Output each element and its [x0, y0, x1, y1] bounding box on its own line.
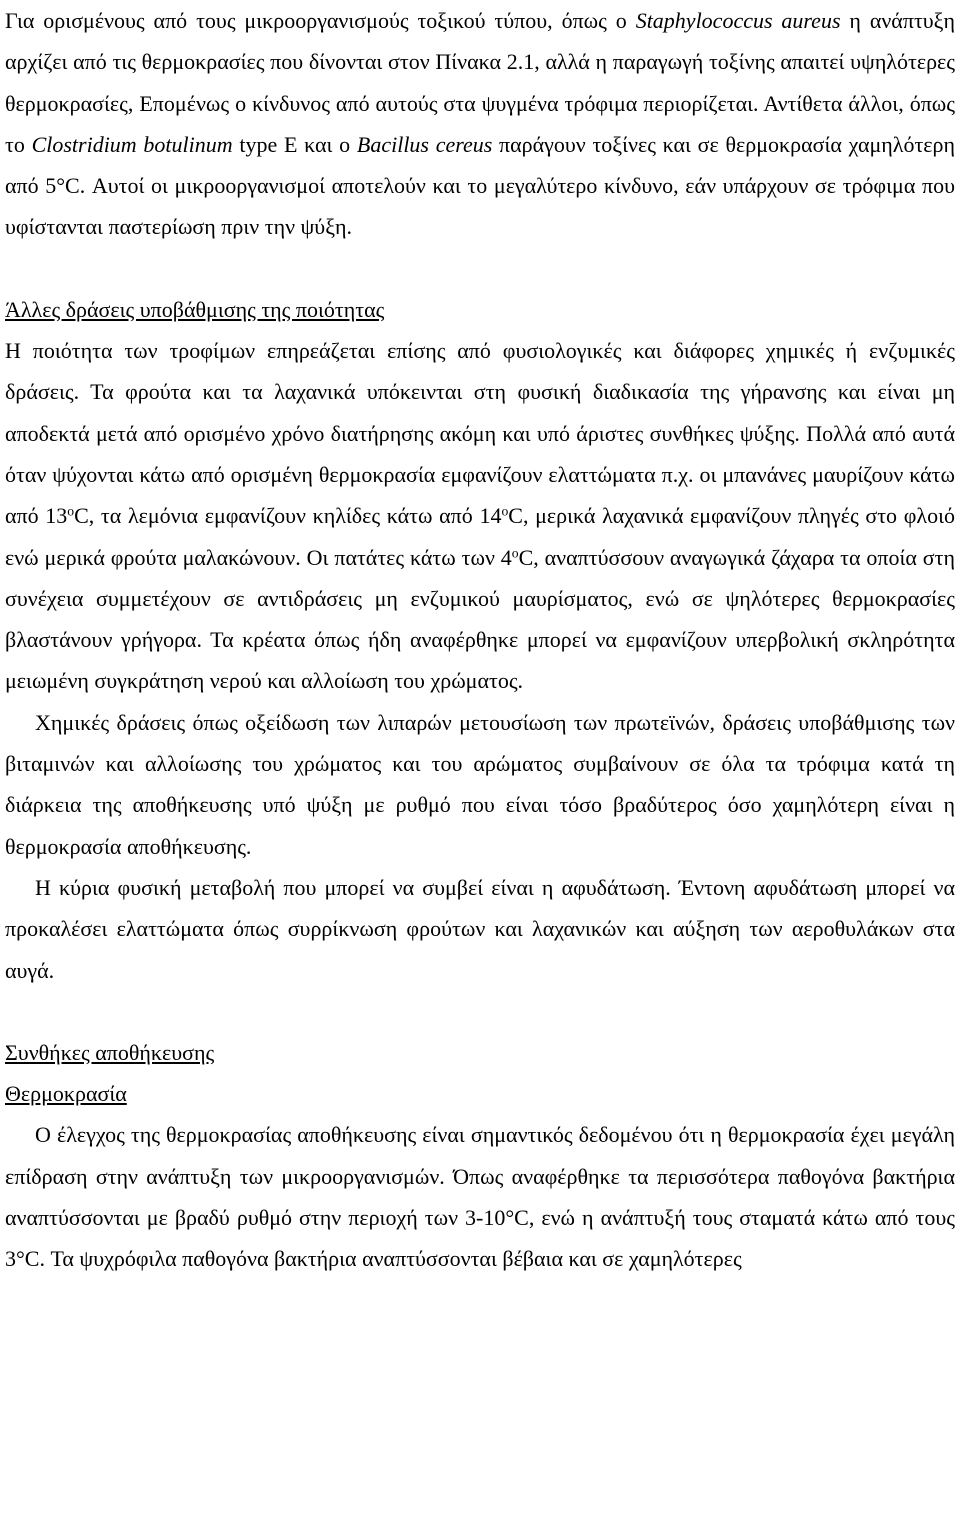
organism-name: Staphylococcus aureus [635, 8, 841, 33]
paragraph-chemical-changes [5, 702, 955, 867]
text-run: Η κύρια φυσική μεταβολή που μπορεί να συμβεί είναι η αφυδάτωση. Έντονη αφυδάτωση μπορεί να προκαλέσει ελαττώματα όπως συρρίκνωση φρούτων και λαχανικών και αύξηση των αεροθυλάκων στα αυγά. [5, 874, 955, 983]
text-run: C, αναπτύσσουν αναγωγικά ζάχαρα τα οποία στη συνέχεια συμμετέχουν σε αντιδράσεις μη ενζυμικού μαυρίσματος, ενώ σε ψηλότερες θερμοκρασίες βλαστάνουν γρήγορα. Τα κρέατα όπως ήδη αναφέρθηκε μπορεί να εμφανίζουν υπερβολική σκληρότητα μειωμένη συγκράτηση νερού και αλλοίωση του χρώματος. [5, 544, 955, 694]
paragraph-dehydration [5, 867, 955, 991]
text-run: C, τα λεμόνια εμφανίζουν κηλίδες κάτω από 14 [74, 503, 502, 529]
text-run: η ανάπτυξη αρχίζει από τις θερμοκρασίες που δίνονται στον Πίνακα 2.1, αλλά η παραγωγή τοξίνης απαιτεί υψηλότερες θερμοκρασίες, Επομένως ο κίνδυνος από αυτούς στα ψυγμένα τρόφιμα περιορίζεται. Αντίθετα άλλοι, όπως το [5, 8, 955, 157]
text-run: Ο έλεγχος της θερμοκρασίας αποθήκευσης είναι σημαντικός δεδομένου ότι η θερμοκρασία έχει μεγάλη επίδραση στην ανάπτυξη των μικροοργανισμών. Όπως αναφέρθηκε τα περισσότερα παθογόνα βακτήρια αναπτύσσονται με βραδύ ρυθμό στην περιοχή των 3-10°C, ενώ η ανάπτυξή τους σταματά κάτω από τους 3°C. Τα ψυχρόφιλα παθογόνα βακτήρια αναπτύσσονται βέβαια και σε χαμηλότερες [5, 1122, 955, 1272]
degree-mark: o [501, 503, 509, 519]
text-run: Χημικές δράσεις όπως οξείδωση των λιπαρών μετουσίωση των πρωτεϊνών, δράσεις υποβάθμισης των βιταμινών και αλλοίωσης του χρώματος και του αρώματος συμβαίνουν σε όλα τα τρόφιμα κατά τη διάρκεια της αποθήκευσης υπό ψύξη με ρυθμό που είναι τόσο βραδύτερος όσο χαμηλότερη είναι η θερμοκρασία αποθήκευσης. [5, 709, 955, 859]
section-heading-storage: Συνθήκες αποθήκευσης [5, 1039, 215, 1065]
document-page [5, 0, 955, 1280]
text-run: παράγουν τοξίνες και σε θερμοκρασία χαμηλότερη από 5°C. Αυτοί οι μικροοργανισμοί αποτελούν και το μεγαλύτερο κίνδυνο, εάν υπάρχουν σε τρόφιμα που υφίστανται παστερίωση πριν την ψύξη. [5, 131, 956, 240]
spacer [5, 248, 955, 289]
subheading-temperature: Θερμοκρασία [5, 1081, 127, 1107]
paragraph-toxin-growth [5, 0, 955, 248]
text-run: Για ορισμένους από τους μικροοργανισμούς τοξικού τύπου, όπως ο [5, 8, 636, 33]
organism-name: Bacillus cereus [356, 131, 493, 157]
organism-name: Clostridium botulinum [31, 131, 233, 157]
paragraph-physiological-changes [5, 330, 955, 702]
text-run: Η ποιότητα των τροφίμων επηρεάζεται επίσης από φυσιολογικές και διάφορες χημικές ή ενζυμικές δράσεις. Τα φρούτα και τα λαχανικά υπόκεινται στη φυσική διαδικασία της γήρανσης και είναι μη αποδεκτά μετά από ορισμένο χρόνο διατήρησης ακόμη και υπό άριστες συνθήκες ψύξης. Πολλά από αυτά όταν ψύχονται κάτω από ορισμένη θερμοκρασία εμφανίζουν ελαττώματα π.χ. οι μπανάνες μαυρίζουν κάτω από 13 [5, 338, 955, 529]
spacer [5, 991, 955, 1032]
degree-mark: o [511, 545, 519, 561]
section-heading-quality: Άλλες δράσεις υποβάθμισης της ποιότητας [5, 296, 385, 322]
text-run: type E και ο [232, 131, 357, 157]
text-run: C, μερικά λαχανικά εμφανίζουν πληγές στο φλοιό ενώ μερικά φρούτα μαλακώνουν. Οι πατάτες κάτω των 4 [5, 503, 955, 570]
degree-mark: o [67, 503, 75, 519]
paragraph-temperature-control [5, 1114, 955, 1279]
